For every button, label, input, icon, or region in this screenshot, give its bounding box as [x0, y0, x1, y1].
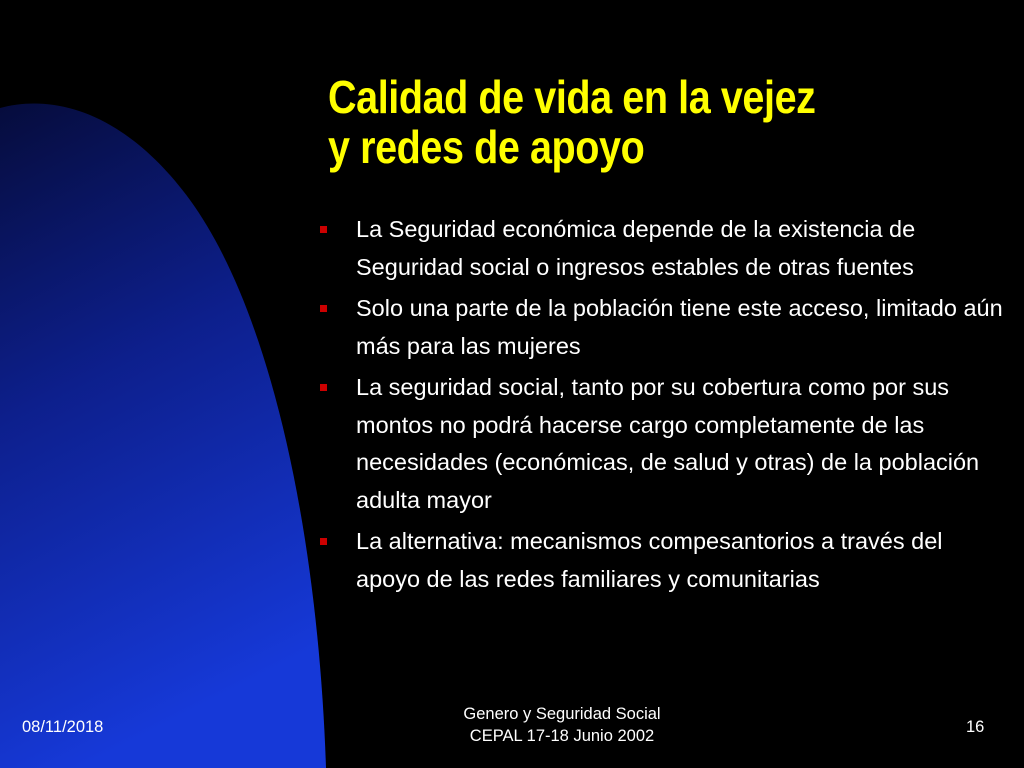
bullet-text: La Seguridad económica depende de la existencia de Seguridad social o ingresos estables de otras fuentes	[356, 216, 916, 280]
bullet-item	[316, 369, 1006, 519]
bullet-text: La alternativa: mecanismos compesantorios a través del apoyo de las redes familiares y comunitarias	[356, 528, 943, 592]
slide-title-line-2: y redes de apoyo	[328, 121, 645, 173]
bullet-item	[316, 211, 1006, 286]
square-bullet-icon	[320, 226, 327, 233]
bullet-text: La seguridad social, tanto por su cobertura como por sus montos no podrá hacerse cargo completamente de las necesidades (económicas, de salud y otras) de la población adulta mayor	[356, 374, 980, 513]
bullet-item	[316, 523, 1006, 598]
slide-title-line-1: Calidad de vida en la vejez	[328, 71, 816, 123]
square-bullet-icon	[320, 384, 327, 391]
footer-center-line-1: Genero y Seguridad Social	[463, 705, 661, 723]
bullet-text: Solo una parte de la población tiene este acceso, limitado aún más para las mujeres	[356, 295, 1003, 359]
footer-center-text	[412, 703, 712, 747]
footer-date: 08/11/2018	[22, 718, 104, 736]
footer-center-line-2: CEPAL 17-18 Junio 2002	[469, 727, 655, 745]
square-bullet-icon	[320, 305, 327, 312]
slide-number: 16	[966, 718, 985, 736]
bullet-item	[316, 290, 1006, 365]
slide-title	[328, 72, 913, 172]
square-bullet-icon	[320, 538, 327, 545]
bullet-list	[316, 211, 1006, 602]
